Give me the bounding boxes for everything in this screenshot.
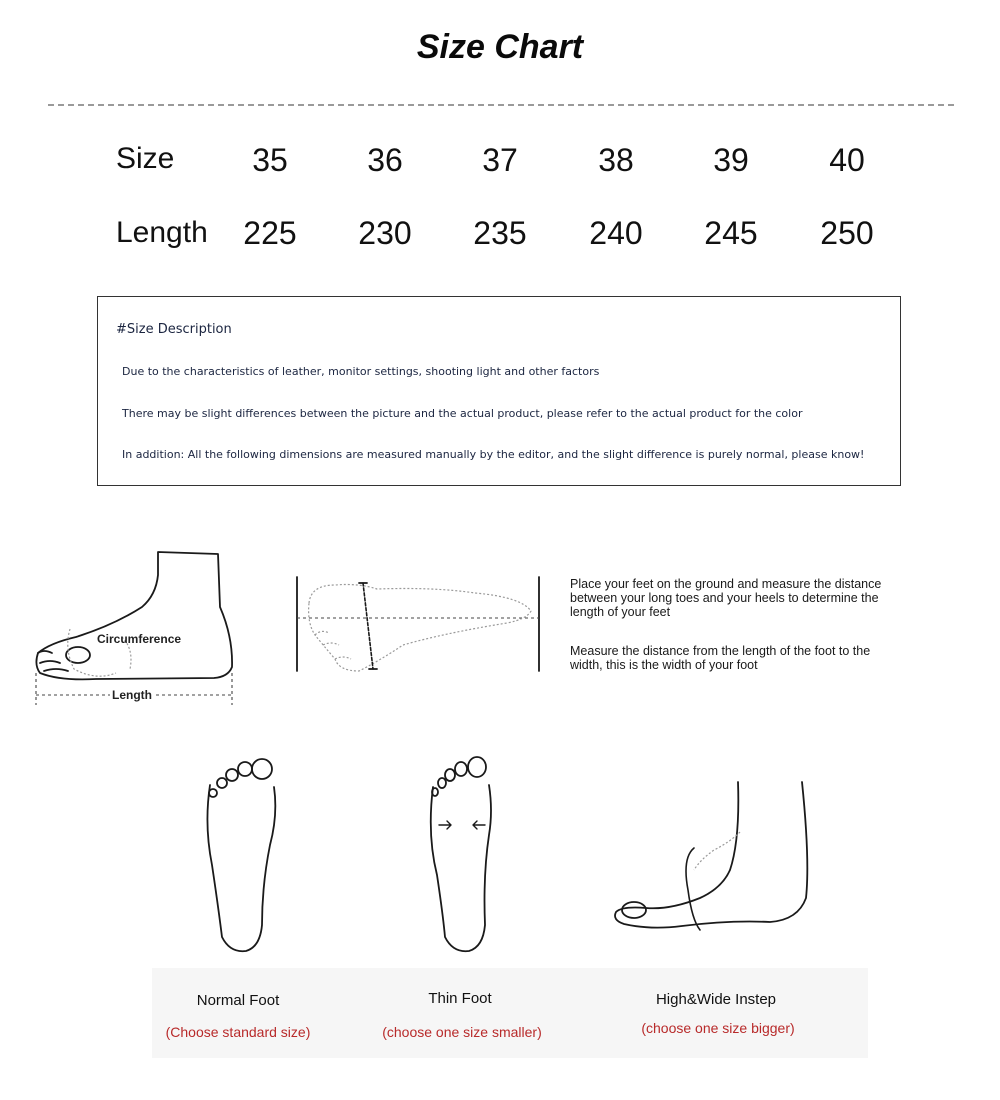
length-cell: 225 <box>243 215 297 251</box>
size-cell: 35 <box>252 142 288 178</box>
width-instruction-line: width, this is the width of your foot <box>570 658 758 672</box>
high-wide-instep-foot-icon <box>610 780 815 945</box>
size-row-label: Size <box>116 142 175 175</box>
width-instruction-line: Measure the distance from the length of the foot to the <box>570 644 871 658</box>
size-cell: 39 <box>713 142 749 178</box>
size-cell: 36 <box>367 142 403 178</box>
foot-type-name: Normal Foot <box>196 992 280 1009</box>
foot-side-view-illustration <box>30 545 250 710</box>
thin-foot-icon <box>423 755 508 955</box>
size-cell: 38 <box>598 142 634 178</box>
size-description-box <box>97 296 901 486</box>
length-measure-label: Length <box>112 688 152 702</box>
size-description-line: There may be slight differences between the picture and the actual product, please refer to the actual product for the color <box>122 407 803 420</box>
circumference-label: Circumference <box>97 632 182 646</box>
length-cell: 250 <box>820 215 874 251</box>
foot-type-name: Thin Foot <box>428 990 492 1007</box>
length-cell: 230 <box>358 215 412 251</box>
size-cell: 40 <box>829 142 865 178</box>
foot-type-name: High&Wide Instep <box>655 991 777 1008</box>
length-instruction-line: length of your feet <box>570 605 671 619</box>
page-title: Size Chart <box>416 28 584 66</box>
foot-types-panel <box>152 968 868 1058</box>
length-cell: 235 <box>473 215 527 251</box>
length-row-label: Length <box>116 216 208 249</box>
length-cell: 245 <box>704 215 758 251</box>
foot-type-advice: (choose one size smaller) <box>382 1024 542 1040</box>
size-cell: 37 <box>482 142 518 178</box>
size-description-line: Due to the characteristics of leather, monitor settings, shooting light and other factors <box>122 365 600 378</box>
width-instruction <box>570 644 930 672</box>
foot-type-advice: (Choose standard size) <box>165 1024 311 1040</box>
length-instruction <box>570 577 930 619</box>
size-description-heading: #Size Description <box>116 322 232 337</box>
normal-foot-icon <box>200 755 285 955</box>
size-table <box>0 0 1000 280</box>
length-instruction-line: between your long toes and your heels to determine the <box>570 591 879 605</box>
foot-sole-outline-illustration <box>295 575 545 675</box>
length-instruction-line: Place your feet on the ground and measure the distance <box>570 577 882 591</box>
length-cell: 240 <box>589 215 643 251</box>
size-description-line: In addition: All the following dimensions are measured manually by the editor, and the slight difference is purely normal, please know! <box>122 448 865 461</box>
foot-type-advice: (choose one size bigger) <box>641 1020 795 1036</box>
